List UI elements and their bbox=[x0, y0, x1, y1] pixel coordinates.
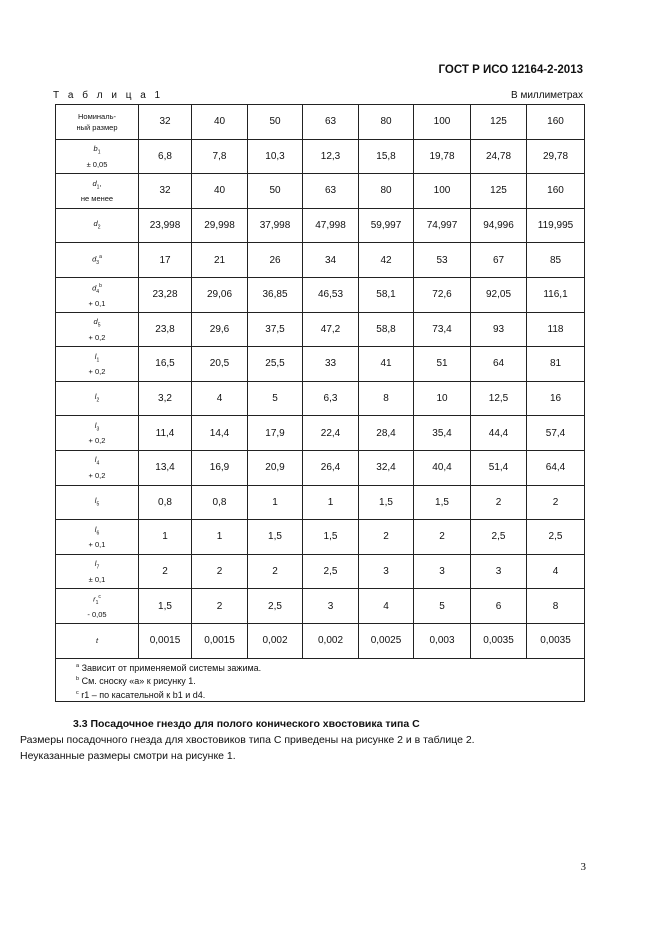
table-cell: 3 bbox=[471, 554, 527, 589]
table-cell: 17 bbox=[139, 243, 192, 278]
table-row bbox=[56, 277, 585, 312]
table-cell: 47,998 bbox=[303, 208, 359, 243]
table-cell: 2 bbox=[192, 589, 248, 624]
table-cell: 23,8 bbox=[139, 312, 192, 347]
table-cell: 29,06 bbox=[192, 277, 248, 312]
table-cell: 63 bbox=[303, 105, 359, 140]
parameter-label: $l_2$ bbox=[56, 381, 139, 416]
table-cell: 81 bbox=[527, 347, 585, 382]
parameter-label: $d_2$ bbox=[56, 208, 139, 243]
table-cell: 2,5 bbox=[303, 554, 359, 589]
table-cell: 16,9 bbox=[192, 450, 248, 485]
footnote: $^c$ r1 – по касательной к b1 и d4. bbox=[76, 689, 206, 700]
table-cell: 15,8 bbox=[359, 139, 414, 174]
table-row bbox=[56, 485, 585, 520]
table-cell: 20,9 bbox=[248, 450, 303, 485]
table-cell: 100 bbox=[414, 105, 471, 140]
table-cell: 25,5 bbox=[248, 347, 303, 382]
table-cell: 2,5 bbox=[471, 520, 527, 555]
table-cell: 119,995 bbox=[527, 208, 585, 243]
table-cell: 80 bbox=[359, 105, 414, 140]
table-cell: 19,78 bbox=[414, 139, 471, 174]
table-cell: 3 bbox=[414, 554, 471, 589]
table-units: В миллиметрах bbox=[511, 90, 583, 101]
footnotes-row bbox=[56, 658, 585, 702]
table-cell: 0,0035 bbox=[527, 623, 585, 658]
table-row bbox=[56, 139, 585, 174]
table-row bbox=[56, 623, 585, 658]
table-cell: 64 bbox=[471, 347, 527, 382]
table-cell: 2 bbox=[359, 520, 414, 555]
table-cell: 50 bbox=[248, 174, 303, 209]
table-cell: 13,4 bbox=[139, 450, 192, 485]
table-cell: 3,2 bbox=[139, 381, 192, 416]
table-cell: 73,4 bbox=[414, 312, 471, 347]
table-caption-row bbox=[53, 90, 583, 104]
table-cell: 26 bbox=[248, 243, 303, 278]
parameter-label: $l_7$ ± 0,1 bbox=[56, 554, 139, 589]
table-cell: 32 bbox=[139, 174, 192, 209]
table-row bbox=[56, 347, 585, 382]
dimensions-table bbox=[55, 104, 585, 702]
table-cell: 29,6 bbox=[192, 312, 248, 347]
table-cell: 6 bbox=[471, 589, 527, 624]
table-cell: 29,998 bbox=[192, 208, 248, 243]
table-cell: 51 bbox=[414, 347, 471, 382]
table-row bbox=[56, 520, 585, 555]
table-cell: 160 bbox=[527, 174, 585, 209]
table-cell: 32,4 bbox=[359, 450, 414, 485]
table-cell: 12,3 bbox=[303, 139, 359, 174]
table-cell: 28,4 bbox=[359, 416, 414, 451]
table-row bbox=[56, 554, 585, 589]
table-cell: 92,05 bbox=[471, 277, 527, 312]
table-cell: 2 bbox=[527, 485, 585, 520]
table-cell: 67 bbox=[471, 243, 527, 278]
table-cell: 0,8 bbox=[139, 485, 192, 520]
table-cell: 35,4 bbox=[414, 416, 471, 451]
table-cell: 32 bbox=[139, 105, 192, 140]
standard-number: ГОСТ Р ИСО 12164-2-2013 bbox=[438, 64, 583, 76]
table-cell: 0,002 bbox=[248, 623, 303, 658]
table-cell: 1,5 bbox=[248, 520, 303, 555]
table-cell: 3 bbox=[359, 554, 414, 589]
table-cell: 5 bbox=[414, 589, 471, 624]
table-row bbox=[56, 416, 585, 451]
table-cell: 51,4 bbox=[471, 450, 527, 485]
parameter-label: $d_3^a$ bbox=[56, 243, 139, 278]
table-cell: 125 bbox=[471, 174, 527, 209]
table-cell: 0,0035 bbox=[471, 623, 527, 658]
parameter-label: $l_5$ bbox=[56, 485, 139, 520]
table-cell: 64,4 bbox=[527, 450, 585, 485]
table-cell: 1 bbox=[248, 485, 303, 520]
table-cell: 16,5 bbox=[139, 347, 192, 382]
table-cell: 0,8 bbox=[192, 485, 248, 520]
table-row bbox=[56, 208, 585, 243]
table-cell: 2,5 bbox=[248, 589, 303, 624]
parameter-label: $r_1^c$ - 0,05 bbox=[56, 589, 139, 624]
table-row bbox=[56, 312, 585, 347]
table-cell: 57,4 bbox=[527, 416, 585, 451]
footnote: $^a$ Зависит от применяемой системы зажима. bbox=[76, 662, 262, 673]
table-cell: 41 bbox=[359, 347, 414, 382]
section-3-3 bbox=[20, 716, 620, 764]
parameter-label: $b_1$ ± 0,05 bbox=[56, 139, 139, 174]
table-cell: 72,6 bbox=[414, 277, 471, 312]
parameter-label: t bbox=[56, 623, 139, 658]
section-title: 3.3 Посадочное гнездо для полого конического хвостовика типа С bbox=[73, 718, 420, 730]
table-cell: 26,4 bbox=[303, 450, 359, 485]
table-cell: 1,5 bbox=[414, 485, 471, 520]
table-cell: 40 bbox=[192, 174, 248, 209]
table-cell: 5 bbox=[248, 381, 303, 416]
table-row bbox=[56, 589, 585, 624]
section-paragraph-2: Неуказанные размеры смотри на рисунке 1. bbox=[20, 750, 236, 762]
table-cell: 4 bbox=[359, 589, 414, 624]
parameter-label: $d_4^b$ + 0,1 bbox=[56, 277, 139, 312]
table-cell: 2,5 bbox=[527, 520, 585, 555]
table-cell: 50 bbox=[248, 105, 303, 140]
table-cell: 0,0015 bbox=[139, 623, 192, 658]
table-cell: 80 bbox=[359, 174, 414, 209]
table-cell: 118 bbox=[527, 312, 585, 347]
table-cell: 2 bbox=[414, 520, 471, 555]
table-cell: 40 bbox=[192, 105, 248, 140]
table-cell: 0,0015 bbox=[192, 623, 248, 658]
table-cell: 3 bbox=[303, 589, 359, 624]
table-cell: 23,28 bbox=[139, 277, 192, 312]
table-cell: 100 bbox=[414, 174, 471, 209]
table-caption: Т а б л и ц а 1 bbox=[53, 90, 164, 101]
table-footnotes bbox=[56, 658, 585, 702]
table-cell: 6,3 bbox=[303, 381, 359, 416]
table-cell: 7,8 bbox=[192, 139, 248, 174]
table-cell: 24,78 bbox=[471, 139, 527, 174]
table-cell: 53 bbox=[414, 243, 471, 278]
table-cell: 8 bbox=[527, 589, 585, 624]
table-cell: 36,85 bbox=[248, 277, 303, 312]
footnote: $^b$ См. сноску «а» к рисунку 1. bbox=[76, 676, 196, 686]
table-cell: 4 bbox=[527, 554, 585, 589]
parameter-label: $l_6$ + 0,1 bbox=[56, 520, 139, 555]
table-cell: 1 bbox=[192, 520, 248, 555]
table-cell: 6,8 bbox=[139, 139, 192, 174]
parameter-label: $l_3$ + 0,2 bbox=[56, 416, 139, 451]
table-cell: 1 bbox=[139, 520, 192, 555]
table-cell: 1,5 bbox=[139, 589, 192, 624]
table-cell: 44,4 bbox=[471, 416, 527, 451]
parameter-label: $l_4$ + 0,2 bbox=[56, 450, 139, 485]
table-cell: 0,002 bbox=[303, 623, 359, 658]
table-cell: 23,998 bbox=[139, 208, 192, 243]
table-cell: 11,4 bbox=[139, 416, 192, 451]
table-cell: 17,9 bbox=[248, 416, 303, 451]
table-cell: 160 bbox=[527, 105, 585, 140]
table-cell: 59,997 bbox=[359, 208, 414, 243]
parameter-label: $d_5$ + 0,2 bbox=[56, 312, 139, 347]
table-cell: 33 bbox=[303, 347, 359, 382]
table-cell: 29,78 bbox=[527, 139, 585, 174]
table-cell: 93 bbox=[471, 312, 527, 347]
parameter-label: $d_1$, не менее bbox=[56, 174, 139, 209]
table-cell: 2 bbox=[139, 554, 192, 589]
table-cell: 94,996 bbox=[471, 208, 527, 243]
table-cell: 37,5 bbox=[248, 312, 303, 347]
table-cell: 0,0025 bbox=[359, 623, 414, 658]
parameter-label: Номиналь- ный размер bbox=[56, 105, 139, 140]
table-cell: 4 bbox=[192, 381, 248, 416]
table-cell: 125 bbox=[471, 105, 527, 140]
table-cell: 37,998 bbox=[248, 208, 303, 243]
table-cell: 8 bbox=[359, 381, 414, 416]
table-cell: 58,8 bbox=[359, 312, 414, 347]
table-cell: 116,1 bbox=[527, 277, 585, 312]
table-cell: 34 bbox=[303, 243, 359, 278]
table-cell: 0,003 bbox=[414, 623, 471, 658]
table-cell: 22,4 bbox=[303, 416, 359, 451]
table-cell: 2 bbox=[192, 554, 248, 589]
table-cell: 74,997 bbox=[414, 208, 471, 243]
table-row bbox=[56, 243, 585, 278]
table-cell: 42 bbox=[359, 243, 414, 278]
table-cell: 2 bbox=[248, 554, 303, 589]
section-paragraph-1: Размеры посадочного гнезда для хвостовиков типа С приведены на рисунке 2 и в таблице 2. bbox=[20, 734, 475, 746]
table-cell: 40,4 bbox=[414, 450, 471, 485]
table-cell: 20,5 bbox=[192, 347, 248, 382]
table-cell: 46,53 bbox=[303, 277, 359, 312]
table-cell: 21 bbox=[192, 243, 248, 278]
table-row bbox=[56, 381, 585, 416]
table-cell: 14,4 bbox=[192, 416, 248, 451]
table-cell: 63 bbox=[303, 174, 359, 209]
table-row bbox=[56, 450, 585, 485]
table-cell: 1,5 bbox=[303, 520, 359, 555]
table-cell: 2 bbox=[471, 485, 527, 520]
parameter-label: $l_1$ + 0,2 bbox=[56, 347, 139, 382]
table-cell: 1,5 bbox=[359, 485, 414, 520]
table-cell: 10 bbox=[414, 381, 471, 416]
table-row bbox=[56, 174, 585, 209]
table-cell: 16 bbox=[527, 381, 585, 416]
table-cell: 12,5 bbox=[471, 381, 527, 416]
table-cell: 47,2 bbox=[303, 312, 359, 347]
table-cell: 58,1 bbox=[359, 277, 414, 312]
table-cell: 85 bbox=[527, 243, 585, 278]
table-cell: 1 bbox=[303, 485, 359, 520]
table-cell: 10,3 bbox=[248, 139, 303, 174]
page-number: 3 bbox=[580, 861, 586, 873]
table-row bbox=[56, 105, 585, 140]
